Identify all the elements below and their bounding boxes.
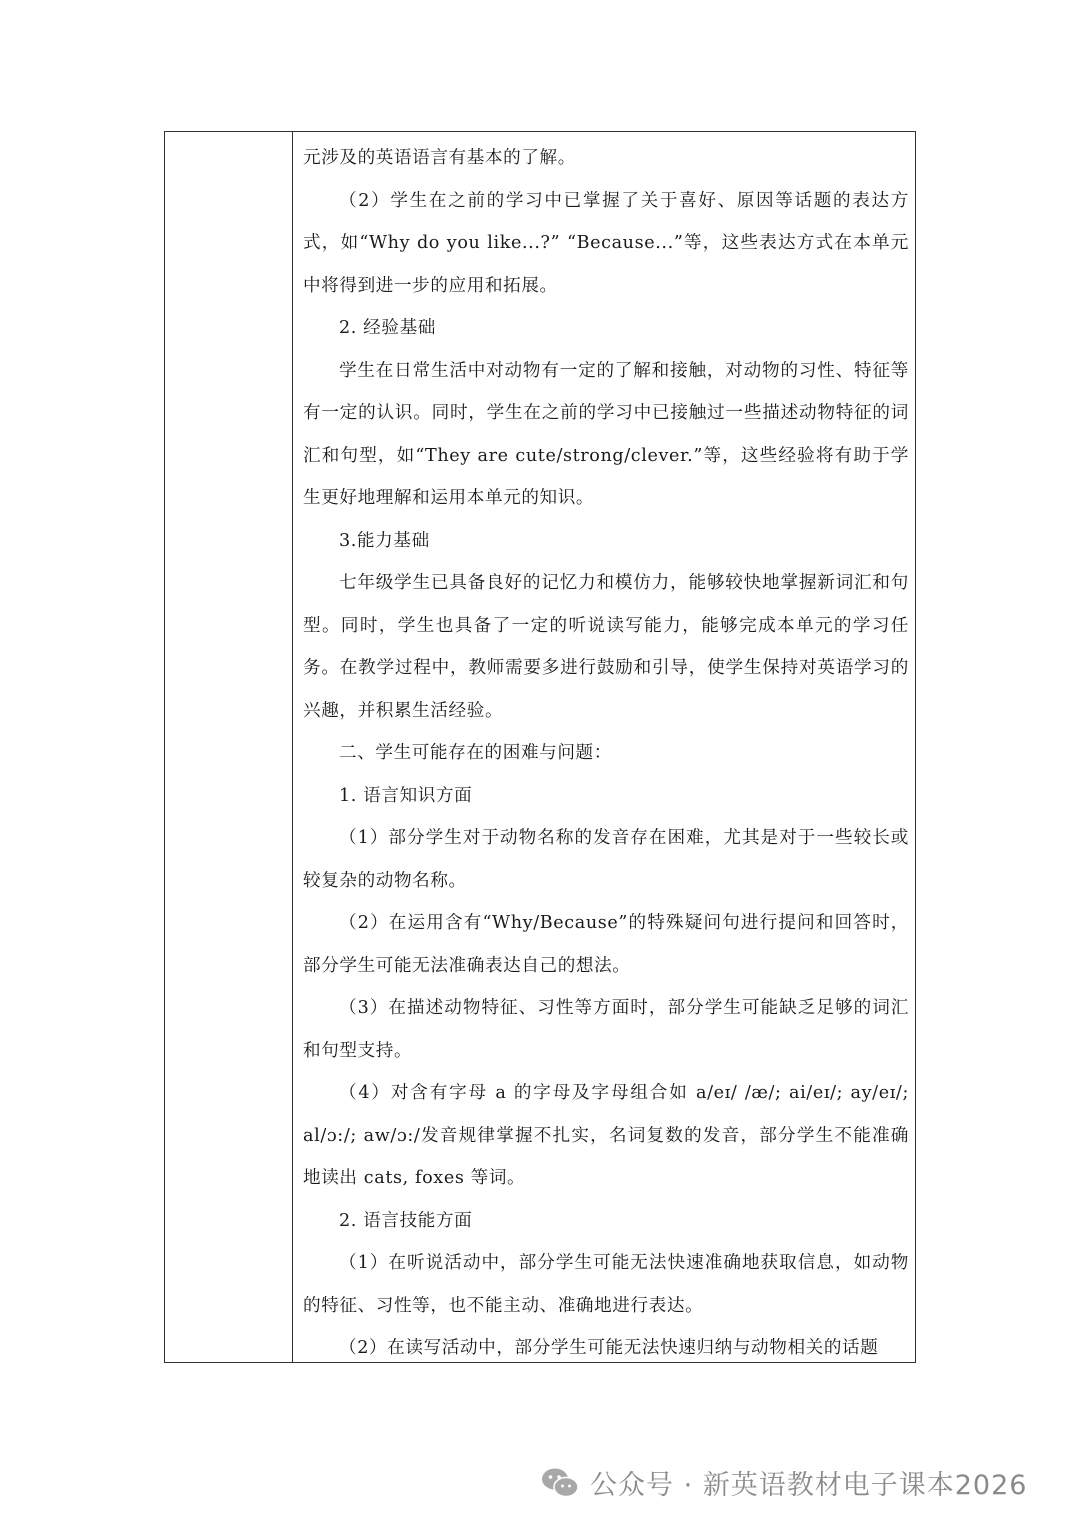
paragraph-13: （1）在听说活动中，部分学生可能无法快速准确地获取信息，如动物的特征、习性等，也不能主动、准确地进行表达。 [303, 1253, 909, 1316]
paragraph-10: （3）在描述动物特征、习性等方面时，部分学生可能缺乏足够的词汇和句型支持。 [303, 998, 909, 1061]
paragraph-5: 七年级学生已具备良好的记忆力和模仿力，能够较快地掌握新词汇和句型。同时，学生也具备了一定的听说读写能力，能够完成本单元的学习任务。在教学过程中，教师需要多进行鼓励和引导，使学生保持对英语学习的兴趣，并积累生活经验。 [303, 573, 909, 721]
paragraph-14: （2）在读写活动中，部分学生可能无法快速归纳与动物相关的话题 [339, 1338, 879, 1358]
watermark-text: 公众号 · 新英语教材电子课本2026 [590, 1470, 1028, 1501]
wechat-icon [540, 1466, 580, 1500]
paragraph-9: （2）在运用含有“Why/Because”的特殊疑问句进行提问和回答时，部分学生可能无法准确表达自己的想法。 [303, 913, 909, 976]
paragraph-0: 元涉及的英语语言有基本的了解。 [303, 148, 576, 168]
paragraph-3: 学生在日常生活中对动物有一定的了解和接触，对动物的习性、特征等有一定的认识。同时，学生在之前的学习中已接触过一些描述动物特征的词汇和句型，如“They are cute/strong/clever.”等，这些经验将有助于学生更好地理解和运用本单元的知识。 [303, 360, 909, 508]
section-heading: 1. 语言知识方面 [339, 785, 473, 806]
paragraph-8: （1）部分学生对于动物名称的发音存在困难，尤其是对于一些较长或较复杂的动物名称。 [303, 828, 909, 891]
section-heading: 2. 语言技能方面 [339, 1210, 473, 1231]
table-content-cell [303, 137, 909, 1370]
section-heading: 2. 经验基础 [339, 318, 436, 338]
section-heading: 3.能力基础 [339, 530, 430, 551]
paragraph-1: （2）学生在之前的学习中已掌握了关于喜好、原因等话题的表达方式，如“Why do you like...?” “Because...”等，这些表达方式在本单元中将得到进一步的应用和拓展。 [303, 190, 909, 296]
watermark [540, 1463, 1027, 1502]
table-column-divider [292, 131, 293, 1363]
table-left-cell [165, 132, 291, 1362]
section-heading: 二、学生可能存在的困难与问题： [339, 743, 612, 763]
paragraph-11: （4）对含有字母 a 的字母及字母组合如 a/eɪ/ /æ/; ai/eɪ/; ay/eɪ/; al/ɔ:/; aw/ɔ:/发音规律掌握不扎实，名词复数的发音，部分学生不能准确地读出 cats, foxes 等词。 [303, 1083, 909, 1188]
